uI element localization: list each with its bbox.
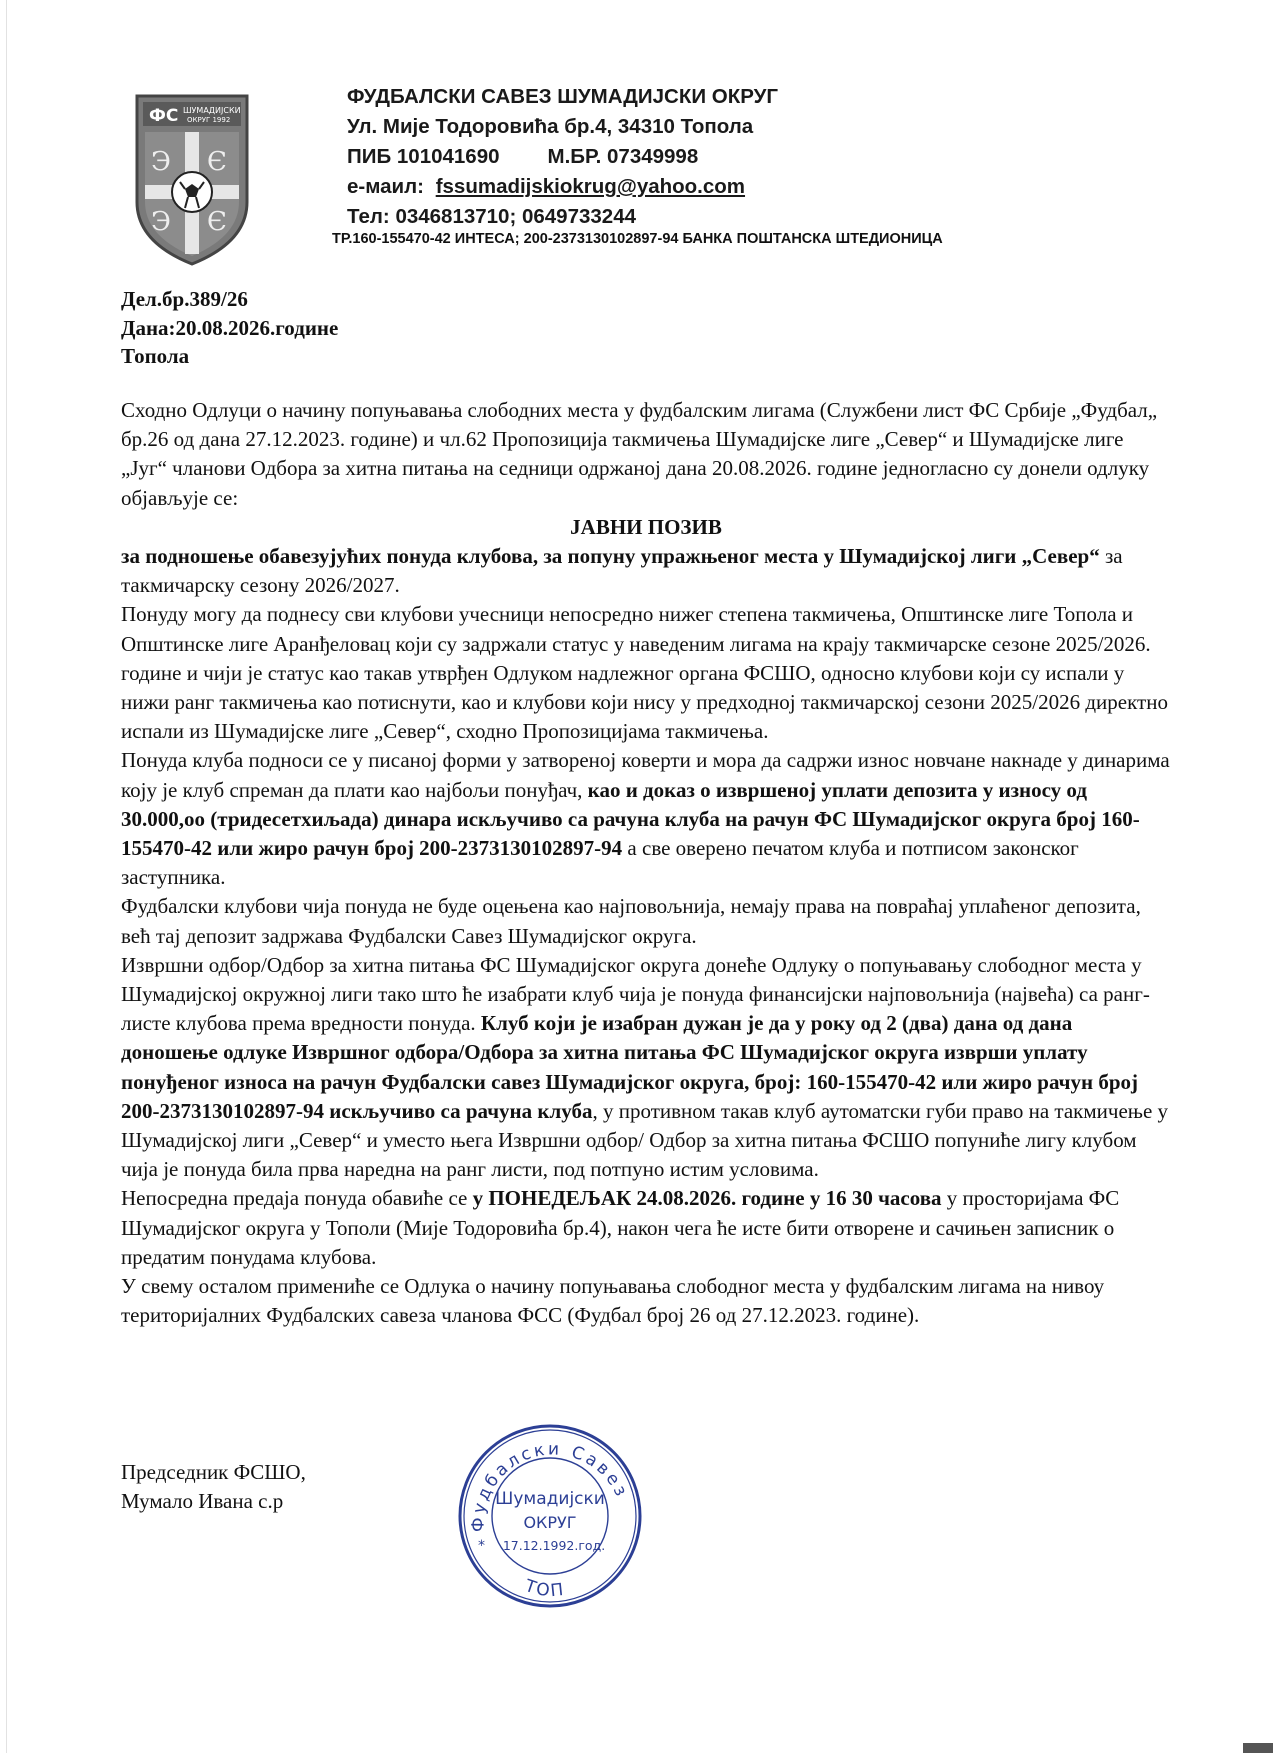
federation-crest-logo bbox=[133, 92, 251, 268]
crest-fs-text: ФС bbox=[149, 106, 179, 126]
scan-edge bbox=[6, 0, 7, 1753]
letterhead bbox=[347, 82, 778, 232]
stamp-line-3: 17.12.1992.год. bbox=[502, 1538, 606, 1553]
org-ids bbox=[347, 142, 778, 172]
org-address: Ул. Мије Тодоровића бр.4, 34310 Топола bbox=[347, 115, 754, 138]
paragraph-deposit: Фудбалски клубови чија понуда не буде оцењена као најповољнија, немају права на повраћај уплаћеног депозита, већ тај депозит задржава Фудбалски Савез Шумадијског округа. bbox=[121, 894, 1141, 948]
subheading bbox=[121, 542, 1171, 600]
paragraph-eligibility: Понуду могу да поднесу сви клубови учесници непосредно нижег степена такмичења, Општинске лиге Топола и Општинске лиге Аранђеловац који су задржали статус у наведеним лигама на крају такмичарске сезоне 2025/2026. године и чији је статус као такав утврђен Одлуком надлежног органа ФСШО, односно клубови који су испали у нижи ранг такмичења као потиснути, као и клубови који нису у предходној такмичарској сезони 2025/2026 директно испали из Шумадијске лиге „Север“, сходно Пропозицијама такмичења. bbox=[121, 602, 1168, 744]
document-meta bbox=[121, 285, 338, 371]
scrollbar-corner[interactable] bbox=[1243, 1743, 1273, 1753]
signature-name: Мумало Ивана с.р bbox=[121, 1489, 284, 1513]
org-email-line bbox=[347, 172, 778, 202]
org-pib: ПИБ 101041690 bbox=[347, 145, 500, 168]
email-link[interactable]: fssumadijskiokrug@yahoo.com bbox=[435, 175, 746, 198]
decision-text-bold: Клуб који је изабран дужан је да у року од 2 (два) дана од дана доношење одлуке Извршног одбора/Одбора за хитна питања ФС Шумадијског округа изврши уплату понуђеног износа на рачун Фудбалски савез Шумадијског округа, број: 160-155470-42 или жиро рачун број 200-2373130102897-94 искључиво са рачуна клуба bbox=[121, 1011, 1139, 1123]
decision-text-c: , у противном такав клуб аутоматски губи право на такмичење у Шумадијској лиги „Север“ и уместо њега Извршни одбор/ Одбор за хитна питања ФСШО попуниће лигу клубом чија је понуда била прва наредна на ранг листи, под потпуно истим условима. bbox=[121, 1098, 1169, 1182]
offer-text-c: а све оверено печатом клуба и потписом законског заступника. bbox=[121, 836, 1079, 890]
decision-text-a: Извршни одбор/Одбор за хитна питања ФС Шумадијског округа донеће Одлуку о попуњавању слободног места у Шумадијској окружној лиги тако што ће изабрати клуб чија је понуда финансијски најповољнија (највећа) са ранг-листе клубова према вредности понуда. bbox=[121, 952, 1150, 1036]
org-mbr: М.БР. 07349998 bbox=[547, 145, 699, 168]
stamp-bottom-text: ТОП bbox=[522, 1576, 567, 1602]
signature-block bbox=[121, 1458, 306, 1516]
stamp-line-2: ОКРУГ bbox=[523, 1513, 577, 1532]
stamp-star: * bbox=[478, 1538, 485, 1554]
paragraph-offer bbox=[121, 746, 1171, 892]
official-stamp bbox=[454, 1420, 646, 1612]
document-heading: ЈАВНИ ПОЗИВ bbox=[570, 514, 722, 539]
stamp-arc-text: Фудбалски Савез bbox=[468, 1439, 632, 1533]
paragraph-final: У свему осталом примениће се Одлука о начину попуњавања слободног места у фудбалским лигама на нивоу територијалних Фудбалских савеза чланова ФСС (Фудбал број 26 од 27.12.2023. године). bbox=[121, 1274, 1105, 1328]
document-body bbox=[121, 396, 1171, 1331]
org-phone: Тел: 0346813710; 0649733244 bbox=[347, 205, 636, 228]
subheading-rest: за такмичарску сезону 2026/2027. bbox=[121, 544, 1123, 598]
subheading-bold: за подношење обавезујућих понуда клубова, за попуну упражњеног места у Шумадијској лиги „Север“ bbox=[121, 544, 1100, 569]
submission-text-a: Непосредна предаја понуда обавиће се bbox=[121, 1186, 473, 1211]
org-name: ФУДБАЛСКИ САВЕЗ ШУМАДИЈСКИ ОКРУГ bbox=[347, 85, 779, 108]
paragraph-decision bbox=[121, 951, 1171, 1185]
submission-text-c: у просторијама ФС Шумадијског округа у Тополи (Мије Тодоровића бр.4), након чега ће исте бити отворене и сачињен записник о предатим понудама клубова. bbox=[121, 1186, 1120, 1269]
offer-text-a: Понуда клуба подноси се у писаној форми у затвореној коверти и мора да садржи износ новчане накнаде у динарима коју је клуб спреман да плати као најбољи понуђач, bbox=[121, 748, 1170, 802]
bank-accounts: ТР.160-155470-42 ИНТЕСА; 200-2373130102897-94 БАНКА ПОШТАНСКА ШТЕДИОНИЦА bbox=[332, 231, 943, 247]
document-number: Дел.бр.389/26 bbox=[121, 287, 248, 311]
svg-text:Є: Є bbox=[207, 147, 227, 177]
svg-text:Є: Є bbox=[207, 207, 227, 237]
document-date: Дана:20.08.2026.године bbox=[121, 315, 339, 340]
offer-text-bold: као и доказ о извршеној уплати депозита у износу од 30.000,оо (тридесетхиљада) динара искључиво са рачуна клуба на рачун ФС Шумадијског округа број 160-155470-42 или жиро рачун број 200-2373130102897-94 bbox=[121, 777, 1140, 861]
crest-text-2: ОКРУГ 1992 bbox=[187, 116, 231, 124]
paragraph-submission bbox=[121, 1184, 1171, 1272]
email-label: е-маил: bbox=[347, 175, 424, 198]
crest-text-1: ШУМАДИЈСКИ bbox=[183, 106, 241, 115]
submission-text-bold: у ПОНЕДЕЉАК 24.08.2026. године у 16 30 часова bbox=[472, 1186, 942, 1211]
svg-text:Э: Э bbox=[151, 147, 171, 177]
intro-paragraph: Сходно Одлуци о начину попуњавања слободних места у фудбалским лигама (Службени лист ФС Србије „Фудбал„ бр.26 од дана 27.12.2023. године) и чл.62 Пропозиција такмичења Шумадијске лиге „Север“ и Шумадијске лиге „Југ“ чланови Одбора за хитна питања на седници одржаној дана 20.08.2026. године једногласно су донели одлуку објављује се: bbox=[121, 398, 1158, 510]
signature-title: Председник ФСШО, bbox=[121, 1460, 306, 1484]
stamp-line-1: Шумадијски bbox=[495, 1489, 605, 1509]
document-place: Топола bbox=[121, 344, 190, 368]
svg-text:Э: Э bbox=[151, 207, 171, 237]
